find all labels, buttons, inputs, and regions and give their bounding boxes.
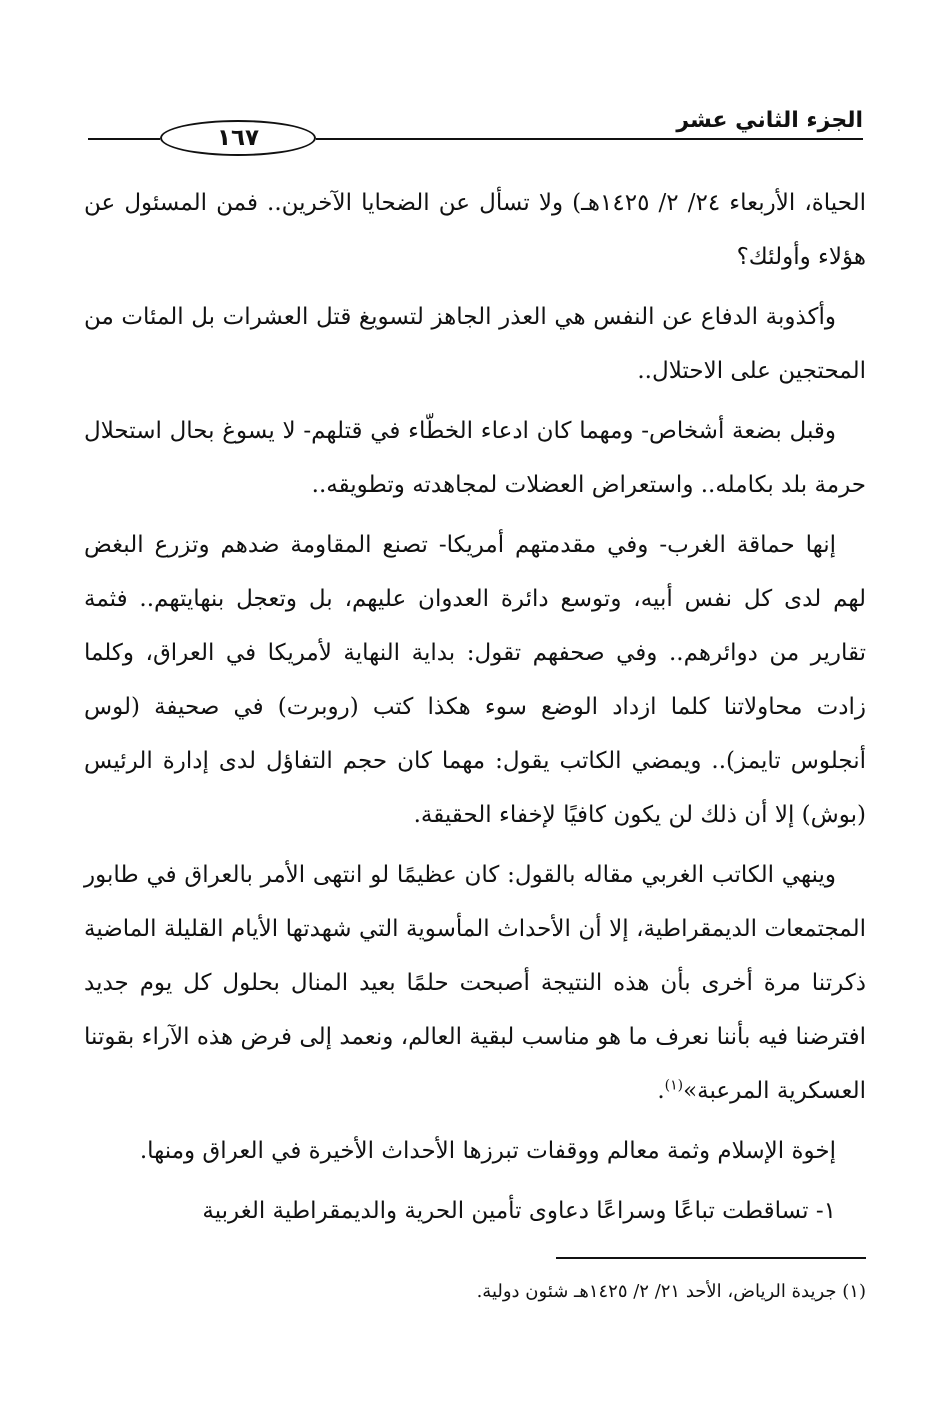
footnote-separator: [556, 1257, 866, 1259]
paragraph: [84, 404, 866, 512]
paragraph: [84, 290, 866, 398]
page-number: ١٦٧: [216, 125, 260, 151]
paragraph-text: وينهي الكاتب الغربي مقاله بالقول: كان عظيمًا لو انتهى الأمر بالعراق في طابور المجتمعات الديمقراطية، إلا أن الأحداث المأسوية التي شهدتها الأيام القليلة الماضية ذكرتنا مرة أخرى بأن هذه النتيجة أصبحت حلمًا بعيد المنال بحلول كل يوم جديد افترضنا فيه بأننا نعرف ما هو مناسب لبقية العالم، ونعمد إلى فرض هذه الآراء بقوتنا العسكرية المرعبة»: [84, 862, 866, 1104]
paragraph-tail: .: [657, 1078, 665, 1104]
list-item: [84, 1184, 866, 1238]
paragraph-text: وأكذوبة الدفاع عن النفس هي العذر الجاهز لتسويغ قتل العشرات بل المئات من المحتجين على الاحتلال..: [84, 304, 866, 384]
running-header-title: الجزء الثاني عشر: [676, 108, 863, 133]
paragraph: [84, 1124, 866, 1178]
paragraph-text: إنها حماقة الغرب- وفي مقدمتهم أمريكا- تصنع المقاومة ضدهم وتزرع البغض لهم لدى كل نفس أبيه، وتوسع دائرة العدوان عليهم، بل وتعجل بنهايتهم.. فثمة تقارير من دوائرهم.. وفي صحفهم تقول: بداية النهاية لأمريكا في العراق، وكلما زادت محاولاتنا كلما ازداد الوضع سوء هكذا كتب (روبرت) في صحيفة (لوس أنجلوس تايمز).. ويمضي الكاتب يقول: مهما كان حجم التفاؤل لدى إدارة الرئيس (بوش) إلا أن ذلك لن يكون كافيًا لإخفاء الحقيقة.: [84, 532, 866, 828]
paragraph-text: الحياة، الأربعاء ٢٤/ ٢/ ١٤٢٥هـ) ولا تسأل عن الضحايا الآخرين.. فمن المسئول عن هؤلاء وأولئك؟: [84, 190, 866, 270]
page-header: [88, 108, 863, 168]
paragraph-text: وقبل بضعة أشخاص- ومهما كان ادعاء الخطّاء في قتلهم- لا يسوغ بحال استحلال حرمة بلد بكامله.. واستعراض العضلات لمجاهدته وتطويقه..: [84, 418, 866, 498]
paragraph-text: ١- تساقطت تباعًا وسراعًا دعاوى تأمين الحرية والديمقراطية الغربية: [202, 1198, 836, 1224]
footnote-reference: (١): [664, 1077, 684, 1094]
paragraph: [84, 518, 866, 842]
paragraph-text: إخوة الإسلام وثمة معالم ووقفات تبرزها الأحداث الأخيرة في العراق ومنها.: [139, 1138, 836, 1164]
paragraph-quote: [84, 848, 866, 1118]
footnote: (١) جريدة الرياض، الأحد ٢١/ ٢/ ١٤٢٥هـ شئون دولية.: [476, 1281, 866, 1302]
page-number-badge: [160, 120, 316, 156]
body-text: [84, 176, 866, 1244]
header-rule-right: [316, 138, 863, 140]
header-rule-left: [88, 138, 160, 140]
paragraph-continuation: [84, 176, 866, 284]
